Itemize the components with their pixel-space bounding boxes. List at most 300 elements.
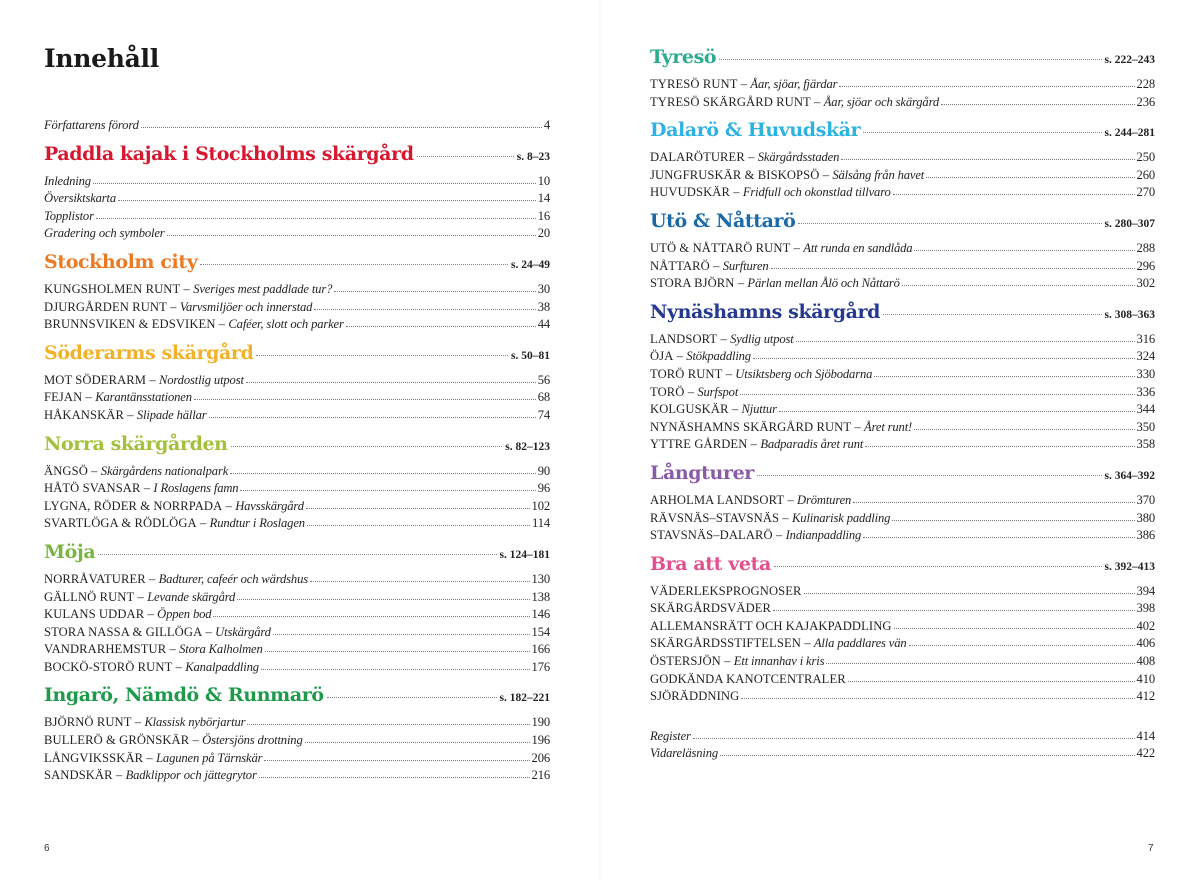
section-page-range: s. 364–392 (1104, 469, 1155, 482)
dot-leader (327, 697, 497, 698)
toc-entry[interactable] (44, 316, 550, 334)
toc-entry[interactable] (650, 275, 1155, 293)
appendix-list (650, 728, 1155, 763)
dot-leader (804, 592, 1135, 594)
toc-entry[interactable] (44, 208, 550, 226)
toc-entry[interactable] (650, 583, 1155, 601)
entry-separator: – (145, 571, 159, 586)
entry-name: SANDSKÄR (44, 768, 113, 783)
toc-section-uto (650, 210, 1155, 293)
entry-name: SKÄRGÅRDSSTIFTELSEN (650, 636, 801, 651)
entry-subtitle: Ett innanhav i kris (733, 654, 825, 669)
dot-leader (93, 182, 536, 184)
section-title: Nynäshamns skärgård (650, 300, 881, 323)
toc-entry[interactable] (650, 419, 1155, 437)
entry-subtitle: Att runda en sandlåda (803, 240, 913, 255)
toc-entry[interactable] (44, 714, 550, 732)
entry-page: 154 (531, 624, 550, 639)
dot-leader (141, 126, 542, 128)
toc-entry[interactable] (650, 384, 1155, 402)
toc-entry[interactable] (650, 184, 1155, 202)
page-number-left: 6 (44, 843, 50, 854)
toc-entry[interactable] (44, 190, 550, 208)
toc-entry[interactable] (650, 492, 1155, 510)
entry-name: SKÄRGÅRDSVÄDER (650, 601, 772, 616)
toc-entry[interactable] (44, 299, 550, 317)
section-heading-row[interactable] (44, 251, 550, 281)
entry-page: 14 (537, 191, 550, 206)
dot-leader (874, 375, 1134, 377)
entry-name: NYNÄSHAMNS SKÄRGÅRD RUNT (650, 419, 852, 434)
entry-separator: – (112, 768, 126, 783)
section-heading-row[interactable] (44, 143, 550, 173)
section-heading-row[interactable] (44, 342, 550, 372)
section-title: Utö & Nåttarö (650, 209, 796, 232)
toc-entry[interactable] (44, 589, 550, 607)
toc-entry[interactable] (44, 281, 550, 299)
entry-name: YTTRE GÅRDEN (650, 437, 748, 452)
entry-page: 250 (1136, 150, 1155, 165)
entry-page: 398 (1136, 601, 1155, 616)
entry-name: ALLEMANSRÄTT OCH KAJAKPADDLING (650, 618, 892, 633)
entry-page: 216 (531, 768, 550, 783)
toc-section-soderarm (44, 342, 550, 425)
entry-name: BOCKÖ-STORÖ RUNT (44, 659, 173, 674)
dot-leader (307, 524, 530, 526)
entry-name: ÄNGSÖ (44, 463, 88, 478)
entry-subtitle: Alla paddlares vän (813, 636, 907, 651)
entry-page: 56 (537, 372, 550, 387)
dot-leader (909, 644, 1135, 646)
entry-name: FEJAN (44, 390, 83, 405)
section-page-range: s. 124–181 (499, 548, 550, 561)
toc-section-norra (44, 433, 550, 533)
dot-leader (796, 340, 1135, 342)
dot-leader (848, 680, 1135, 682)
toc-entry[interactable] (650, 436, 1155, 454)
entry-subtitle: Varvsmiljöer och innerstad (179, 299, 313, 314)
dot-leader (771, 267, 1135, 269)
toc-entry[interactable] (44, 750, 550, 768)
section-heading-row[interactable] (44, 433, 550, 463)
dot-leader (314, 308, 535, 310)
entry-page: 412 (1136, 689, 1155, 704)
entry-subtitle: Levande skärgård (147, 589, 236, 604)
entry-subtitle: Surfspot (697, 384, 739, 399)
entry-separator: – (146, 372, 159, 387)
entry-page: 410 (1136, 671, 1155, 686)
toc-entry[interactable] (44, 515, 550, 533)
dot-leader (720, 754, 1135, 756)
entry-subtitle: Kanalpaddling (185, 659, 259, 674)
entry-name: STORA NASSA & GILLÖGA (44, 624, 203, 639)
entry-name: TORÖ RUNT (650, 366, 723, 381)
dot-leader (230, 472, 536, 474)
section-heading-row[interactable] (650, 46, 1155, 76)
dot-leader (96, 217, 536, 219)
entry-page: 68 (537, 390, 550, 405)
dot-leader (773, 609, 1134, 611)
dot-leader (693, 737, 1135, 739)
entry-page: 206 (531, 750, 550, 765)
entry-separator: – (166, 299, 180, 314)
section-heading-row[interactable] (650, 210, 1155, 240)
toc-entry[interactable] (650, 149, 1155, 167)
entry-separator: – (87, 463, 101, 478)
entry-subtitle: Stora Kalholmen (179, 642, 263, 657)
entry-page: 44 (537, 317, 550, 332)
dot-leader (305, 741, 530, 743)
dot-leader (194, 398, 536, 400)
dot-leader (774, 566, 1102, 567)
toc-entry[interactable] (650, 240, 1155, 258)
entry-separator: – (851, 419, 865, 434)
entry-separator: – (684, 384, 698, 399)
entry-name: NÅTTARÖ (650, 258, 710, 273)
left-toc-column (44, 117, 550, 785)
toc-entry[interactable] (650, 366, 1155, 384)
section-page-range: s. 222–243 (1104, 54, 1155, 66)
entry-subtitle: Sveriges mest paddlade tur? (193, 281, 333, 296)
entry-name: VANDRARHEMSTUR (44, 642, 167, 657)
dot-leader (213, 615, 529, 617)
entry-page: 260 (1136, 167, 1155, 182)
dot-leader (246, 381, 536, 383)
toc-entry[interactable] (650, 653, 1155, 671)
entry-subtitle: Sydlig utpost (730, 331, 794, 346)
toc-entry[interactable] (44, 463, 550, 481)
entry-subtitle: Kulinarisk paddling (792, 510, 891, 525)
dot-leader (209, 416, 536, 418)
entry-page: 288 (1136, 240, 1155, 255)
entry-separator: – (734, 276, 748, 291)
entry-page: 38 (537, 299, 550, 314)
entry-page: 422 (1136, 746, 1155, 761)
toc-entry[interactable] (650, 600, 1155, 618)
dot-leader (306, 507, 530, 509)
entry-name: SJÖRÄDDNING (650, 689, 740, 704)
dot-leader (98, 554, 496, 555)
entry-subtitle: Fridfull och okonstlad tillvaro (742, 185, 891, 200)
toc-section-ingaro (44, 684, 550, 784)
toc-section-dalaro (650, 119, 1155, 202)
dot-leader (741, 697, 1134, 699)
toc-entry[interactable] (650, 618, 1155, 636)
entry-name: SVARTLÖGA & RÖDLÖGA (44, 516, 197, 531)
dot-leader (779, 410, 1135, 412)
entry-separator: – (790, 240, 804, 255)
entry-separator: – (810, 94, 824, 109)
right-sections (650, 46, 1155, 706)
toc-entry[interactable] (44, 225, 550, 243)
entry-name: DALARÖTURER (650, 150, 745, 165)
toc-entry[interactable] (44, 767, 550, 785)
entry-separator: – (202, 624, 216, 639)
right-page (600, 0, 1200, 880)
toc-entry[interactable] (44, 480, 550, 498)
entry-page: 228 (1136, 77, 1155, 91)
entry-subtitle: Drömturen (797, 492, 852, 507)
section-title: Tyresö (650, 46, 717, 68)
entry-subtitle: Caféer, slott och parker (228, 317, 344, 332)
entry-separator: – (709, 258, 723, 273)
entry-name: HUVUDSKÄR (650, 185, 730, 200)
section-heading-row[interactable] (650, 119, 1155, 149)
dot-leader (853, 501, 1134, 503)
dot-leader (118, 199, 536, 201)
entry-subtitle: I Roslagens famn (153, 481, 239, 496)
entry-separator: – (717, 331, 731, 346)
page-number-right: 7 (1148, 843, 1154, 854)
toc-entry[interactable] (650, 635, 1155, 653)
entry-separator: – (747, 437, 761, 452)
entry-subtitle: Åar, sjöar, fjärdar (750, 77, 838, 91)
section-heading-row[interactable] (650, 301, 1155, 331)
entry-name: HÅTÖ SVANSAR (44, 481, 141, 496)
entry-subtitle: Lagunen på Tärnskär (156, 750, 263, 765)
toc-entry[interactable] (44, 659, 550, 677)
dot-leader (757, 475, 1102, 476)
entry-name: KUNGSHOLMEN RUNT (44, 281, 181, 296)
toc-section-bra (650, 553, 1155, 706)
toc-entry[interactable] (650, 688, 1155, 706)
section-page-range: s. 82–123 (505, 440, 550, 453)
dot-leader (902, 284, 1135, 286)
entry-separator: – (144, 607, 158, 622)
section-page-range: s. 182–221 (499, 692, 550, 705)
entry-page: 16 (537, 208, 550, 223)
entry-subtitle: Rundtur i Roslagen (209, 516, 305, 531)
toc-entry[interactable] (650, 167, 1155, 185)
toc-entry-foreword[interactable] (44, 117, 550, 135)
toc-entry[interactable] (44, 498, 550, 516)
entry-name: BRUNNSVIKEN & EDSVIKEN (44, 317, 216, 332)
entry-name: GÄLLNÖ RUNT (44, 589, 135, 604)
section-heading-row[interactable] (44, 541, 550, 571)
section-title: Stockholm city (44, 250, 198, 273)
dot-leader (200, 264, 508, 265)
toc-entry[interactable] (44, 173, 550, 191)
toc-entry[interactable] (650, 331, 1155, 349)
entry-page: 414 (1136, 728, 1155, 743)
dot-leader (894, 627, 1135, 629)
toc-entry[interactable] (650, 401, 1155, 419)
toc-entry[interactable] (650, 94, 1155, 112)
dot-leader (883, 314, 1101, 315)
entry-subtitle: Badturer, cafeér och wärdshus (158, 571, 308, 586)
entry-separator: – (744, 150, 758, 165)
entry-page: 90 (537, 463, 550, 478)
toc-entry-register[interactable] (650, 728, 1155, 746)
entry-page: 130 (531, 571, 550, 586)
section-page-range: s. 392–413 (1104, 560, 1155, 573)
entry-subtitle: Badklippor och jättegrytor (125, 768, 257, 783)
dot-leader (259, 776, 530, 778)
entry-name: LANDSORT (650, 331, 718, 346)
dot-leader (798, 223, 1101, 224)
toc-section-paddla (44, 143, 550, 243)
entry-page: 358 (1136, 437, 1155, 452)
entry-page: 4 (543, 118, 550, 132)
entry-name: LYGNA, RÖDER & NORRPADA (44, 498, 223, 513)
entry-subtitle: Nordostlig utpost (159, 372, 244, 387)
toc-entry[interactable] (44, 407, 550, 425)
entry-page: 20 (537, 226, 550, 241)
section-title: Dalarö & Huvudskär (650, 119, 861, 142)
entry-name: TYRESÖ SKÄRGÅRD RUNT (650, 94, 811, 109)
toc-entry[interactable] (650, 527, 1155, 545)
entry-page: 196 (531, 733, 550, 748)
toc-entry[interactable] (650, 510, 1155, 528)
dot-leader (914, 249, 1134, 251)
dot-leader (926, 176, 1134, 178)
entry-name: TYRESÖ RUNT (650, 77, 738, 91)
entry-name: BJÖRNÖ RUNT (44, 715, 132, 730)
toc-section-stockholm (44, 251, 550, 334)
toc-entry[interactable] (44, 641, 550, 659)
section-title: Möja (44, 540, 96, 563)
entry-page: 190 (531, 715, 550, 730)
toc-entry-further-reading[interactable] (650, 745, 1155, 763)
right-toc-column (650, 46, 1155, 763)
section-heading-row[interactable] (44, 684, 550, 714)
dot-leader (841, 158, 1134, 160)
toc-section-nynashamn (650, 301, 1155, 454)
entry-subtitle: Utsiktsberg och Sjöbodarna (735, 366, 873, 381)
dot-leader (941, 103, 1135, 105)
entry-page: 236 (1136, 94, 1155, 109)
dot-leader (863, 132, 1101, 133)
toc-section-langturer (650, 462, 1155, 545)
entry-page: 270 (1136, 185, 1155, 200)
entry-page: 336 (1136, 384, 1155, 399)
dot-leader (865, 445, 1134, 447)
entry-separator: – (728, 402, 742, 417)
entry-name: VÄDERLEKSPROGNOSER (650, 583, 802, 598)
toc-entry[interactable] (650, 671, 1155, 689)
toc-entry[interactable] (44, 732, 550, 750)
toc-section-moja (44, 541, 550, 677)
toc-entry[interactable] (650, 76, 1155, 94)
toc-entry[interactable] (44, 571, 550, 589)
section-heading-row[interactable] (650, 462, 1155, 492)
entry-separator: – (166, 642, 180, 657)
dot-leader (256, 355, 508, 356)
entry-subtitle: Surfturen (722, 258, 769, 273)
toc-entry[interactable] (44, 624, 550, 642)
entry-subtitle: Gradering och symboler (44, 226, 165, 241)
toc-entry[interactable] (650, 258, 1155, 276)
entry-subtitle: Sälsång från havet (832, 167, 925, 182)
toc-section-tyreso (650, 46, 1155, 111)
entry-page: 350 (1136, 419, 1155, 434)
entry-name: HÅKANSKÄR (44, 407, 124, 422)
dot-leader (273, 633, 530, 635)
entry-separator: – (737, 77, 751, 91)
entry-page: 386 (1136, 528, 1155, 543)
entry-label: Författarens förord (44, 118, 139, 132)
entry-subtitle: Skärgårdens nationalpark (100, 463, 229, 478)
entry-separator: – (779, 510, 793, 525)
entry-separator: – (673, 349, 687, 364)
entry-subtitle: Stökpaddling (686, 349, 751, 364)
entry-page: 330 (1136, 366, 1155, 381)
spacer (650, 706, 1155, 728)
section-title: Ingarö, Nämdö & Runmarö (44, 684, 324, 707)
entry-page: 344 (1136, 402, 1155, 417)
dot-leader (346, 325, 536, 327)
dot-leader (334, 290, 535, 292)
dot-leader (826, 662, 1134, 664)
entry-subtitle: Karantänsstationen (95, 390, 192, 405)
section-title: Paddla kajak i Stockholms skärgård (44, 142, 414, 165)
dot-leader (231, 446, 503, 447)
entry-name: UTÖ & NÅTTARÖ RUNT (650, 240, 791, 255)
entry-name: GODKÄNDA KANOTCENTRALER (650, 671, 846, 686)
dot-leader (719, 59, 1101, 60)
entry-separator: – (134, 589, 148, 604)
entry-name: TORÖ (650, 384, 685, 399)
entry-name: KULANS UDDAR (44, 607, 145, 622)
entry-subtitle: Topplistor (44, 208, 94, 223)
entry-name: STORA BJÖRN (650, 276, 735, 291)
dot-leader (261, 668, 530, 670)
entry-page: 10 (537, 173, 550, 188)
entry-subtitle: Året runt! (864, 419, 913, 434)
entry-name: LÅNGVIKSSKÄR (44, 750, 144, 765)
toc-entry[interactable] (650, 348, 1155, 366)
entry-subtitle: Njuttur (741, 402, 777, 417)
entry-page: 74 (537, 407, 550, 422)
toc-entry[interactable] (44, 606, 550, 624)
entry-separator: – (143, 750, 157, 765)
dot-leader (240, 489, 535, 491)
toc-entry[interactable] (44, 372, 550, 390)
entry-page: 302 (1136, 276, 1155, 291)
dot-leader (893, 193, 1135, 195)
entry-page: 394 (1136, 583, 1155, 598)
entry-name: MOT SÖDERARM (44, 372, 147, 387)
section-title: Bra att veta (650, 552, 771, 575)
entry-page: 324 (1136, 349, 1155, 364)
section-page-range: s. 24–49 (511, 258, 550, 271)
entry-separator: – (720, 654, 734, 669)
section-heading-row[interactable] (650, 553, 1155, 583)
entry-name: ÖSTERSJÖN (650, 654, 721, 669)
entry-page: 166 (531, 642, 550, 657)
toc-entry[interactable] (44, 389, 550, 407)
entry-separator: – (772, 528, 786, 543)
entry-separator: – (819, 167, 833, 182)
entry-name: KOLGUSKÄR (650, 402, 729, 417)
entry-separator: – (82, 390, 96, 405)
entry-separator: – (722, 366, 736, 381)
entry-page: 370 (1136, 492, 1155, 507)
entry-subtitle: Indianpaddling (785, 528, 862, 543)
dot-leader (740, 393, 1134, 395)
section-page-range: s. 308–363 (1104, 308, 1155, 321)
entry-page: 316 (1136, 331, 1155, 346)
section-title: Norra skärgården (44, 432, 228, 455)
entry-subtitle: Pärlan mellan Ålö och Nåttarö (747, 276, 900, 291)
entry-label: Vidareläsning (650, 746, 719, 761)
entry-page: 138 (531, 589, 550, 604)
entry-separator: – (131, 715, 145, 730)
entry-page: 406 (1136, 636, 1155, 651)
entry-separator: – (196, 516, 210, 531)
entry-name: STAVSNÄS–DALARÖ (650, 528, 773, 543)
section-page-range: s. 50–81 (511, 349, 550, 362)
